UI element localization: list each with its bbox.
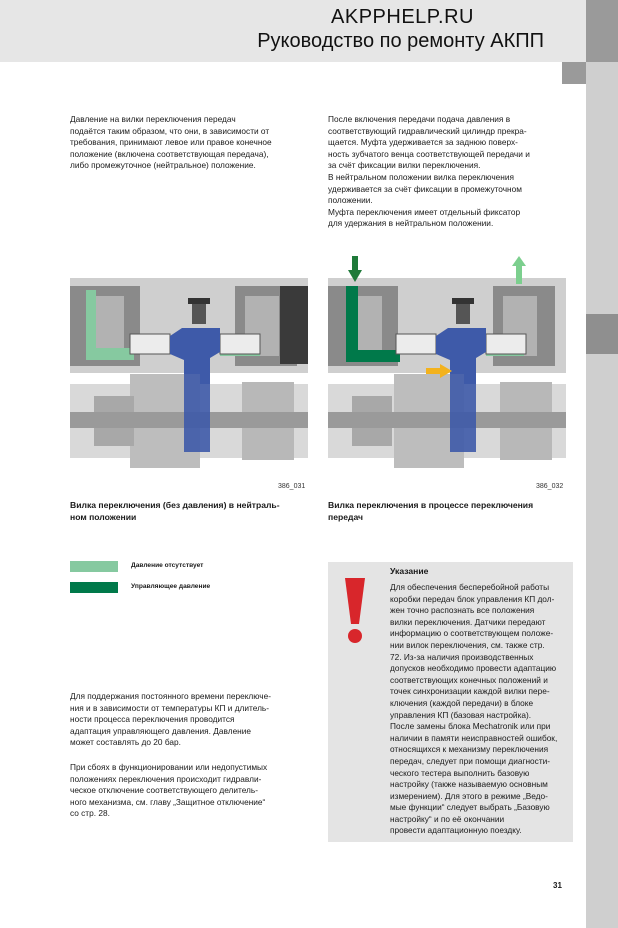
note-line: вилки переключения. Датчики передают bbox=[390, 616, 546, 627]
header-notch bbox=[562, 62, 586, 84]
caption-line: ном положении bbox=[70, 512, 137, 522]
text-line: При сбоях в функционировании или недопустимых bbox=[70, 762, 268, 772]
note-line: соответствующих конечных положений и bbox=[390, 674, 548, 685]
text-line: После включения передачи подача давления в bbox=[328, 114, 511, 124]
text-line: ности процесса переключения проводится bbox=[70, 714, 235, 725]
exclamation-icon bbox=[342, 576, 368, 646]
manual-title: Руководство по ремонту АКПП bbox=[257, 30, 544, 52]
note-line: жен точно распознать все положения bbox=[390, 605, 535, 616]
figure-number: 386_032 bbox=[536, 483, 564, 490]
caption-line: Вилка переключения в процессе переключения bbox=[328, 500, 534, 510]
intro-paragraph-right bbox=[328, 114, 578, 230]
right-bar-marker bbox=[586, 314, 618, 354]
legend-swatch-no-pressure bbox=[70, 561, 118, 572]
text-line: адаптация управляющего давления. Давление bbox=[70, 725, 252, 736]
text-line: за счёт фиксации вилки переключения. bbox=[328, 160, 481, 171]
note-body bbox=[390, 582, 568, 837]
text-line: может составлять до 20 бар. bbox=[70, 737, 181, 748]
note-line: ключения (каждой передачи) в блоке bbox=[390, 697, 534, 708]
note-line: управления КП (базовая настройка). bbox=[390, 709, 532, 720]
note-title: Указание bbox=[390, 566, 429, 576]
note-line: коробки передач блок управления КП дол- bbox=[390, 593, 555, 604]
right-bar-top-block bbox=[586, 0, 618, 62]
note-line: Для обеспечения бесперебойной работы bbox=[390, 582, 550, 592]
note-box bbox=[328, 562, 573, 842]
adaptation-paragraph bbox=[70, 691, 310, 749]
note-line: относящихся к механизму переключения bbox=[390, 744, 549, 755]
text-line: Муфта переключения имеет отдельный фиксатор bbox=[328, 206, 521, 217]
legend-swatch-control-pressure bbox=[70, 582, 118, 593]
site-name: AKPPHELP.RU bbox=[331, 6, 474, 28]
note-line: провести адаптационную поездку. bbox=[390, 825, 522, 836]
text-line: В нейтральном положении вилка переключения bbox=[328, 171, 514, 182]
note-line: измерением). Для этого в режиме „Ведо- bbox=[390, 790, 548, 801]
text-line: либо промежуточное (нейтральное) положение. bbox=[70, 160, 256, 171]
note-line: наличии в памяти неисправностей ошибок, bbox=[390, 732, 558, 743]
text-line: ность зубчатого венца соответствующей передачи и bbox=[328, 148, 530, 159]
legend-label: Управляющее давление bbox=[131, 583, 211, 590]
note-line: мые функции“ следует выбрать „Базовую bbox=[390, 802, 550, 813]
page-number: 31 bbox=[553, 881, 562, 890]
text-line: положениях переключения происходит гидравли- bbox=[70, 773, 262, 784]
text-line: Для поддержания постоянного времени переключе- bbox=[70, 691, 272, 701]
text-line: требования, принимают левое или правое конечное bbox=[70, 137, 272, 148]
text-line: ного механизма, см. главу „Защитное отключение“ bbox=[70, 796, 266, 807]
note-line: 72. Из-за наличия производственных bbox=[390, 651, 534, 662]
shift-fork-neutral-illustration bbox=[70, 256, 308, 478]
caption-line: передач bbox=[328, 512, 364, 522]
text-line: щается. Муфта удерживается за заднюю поверх- bbox=[328, 137, 518, 148]
text-line: положение (включена соответствующая передача), bbox=[70, 148, 269, 159]
text-line: соответствующий гидравлический цилиндр прекра- bbox=[328, 125, 527, 136]
note-line: нии вилок переключения, см. также стр. bbox=[390, 639, 545, 650]
text-line: ния и в зависимости от температуры КП и длитель- bbox=[70, 702, 269, 713]
figure-number: 386_031 bbox=[278, 483, 306, 490]
caption-line: Вилка переключения (без давления) в нейтраль- bbox=[70, 500, 280, 510]
safety-shutdown-paragraph bbox=[70, 762, 310, 820]
text-line: подаётся таким образом, что они, в зависимости от bbox=[70, 125, 270, 136]
note-line: настройку“ и по её окончании bbox=[390, 813, 505, 824]
note-line: точек синхронизации каждой вилки пере- bbox=[390, 686, 550, 697]
note-line: После замены блока Mechatronik или при bbox=[390, 721, 551, 732]
figure-caption bbox=[70, 499, 310, 523]
text-line: удерживается за счёт фиксации в промежуточном bbox=[328, 183, 522, 194]
note-line: ческого тестера выполнить базовую bbox=[390, 767, 530, 778]
text-line: положении. bbox=[328, 195, 373, 206]
note-line: допусков необходимо провести адаптацию bbox=[390, 663, 557, 674]
note-line: передач, следует при помощи диагности- bbox=[390, 755, 551, 766]
right-margin-bar bbox=[586, 0, 618, 928]
legend-label: Давление отсутствует bbox=[131, 562, 204, 569]
page-header bbox=[0, 0, 586, 62]
note-line: настройку (также называемую основным bbox=[390, 779, 548, 790]
text-line: для удержания в нейтральном положении. bbox=[328, 218, 494, 229]
text-line: ческое отключение соответствующего делитель- bbox=[70, 785, 258, 796]
text-line: со стр. 28. bbox=[70, 808, 110, 819]
note-line: информацию о соответствующем положе- bbox=[390, 628, 554, 639]
shift-fork-shifting-illustration bbox=[328, 256, 566, 478]
intro-paragraph-left bbox=[70, 114, 310, 172]
text-line: Давление на вилки переключения передач bbox=[70, 114, 236, 124]
figure-caption bbox=[328, 499, 573, 523]
